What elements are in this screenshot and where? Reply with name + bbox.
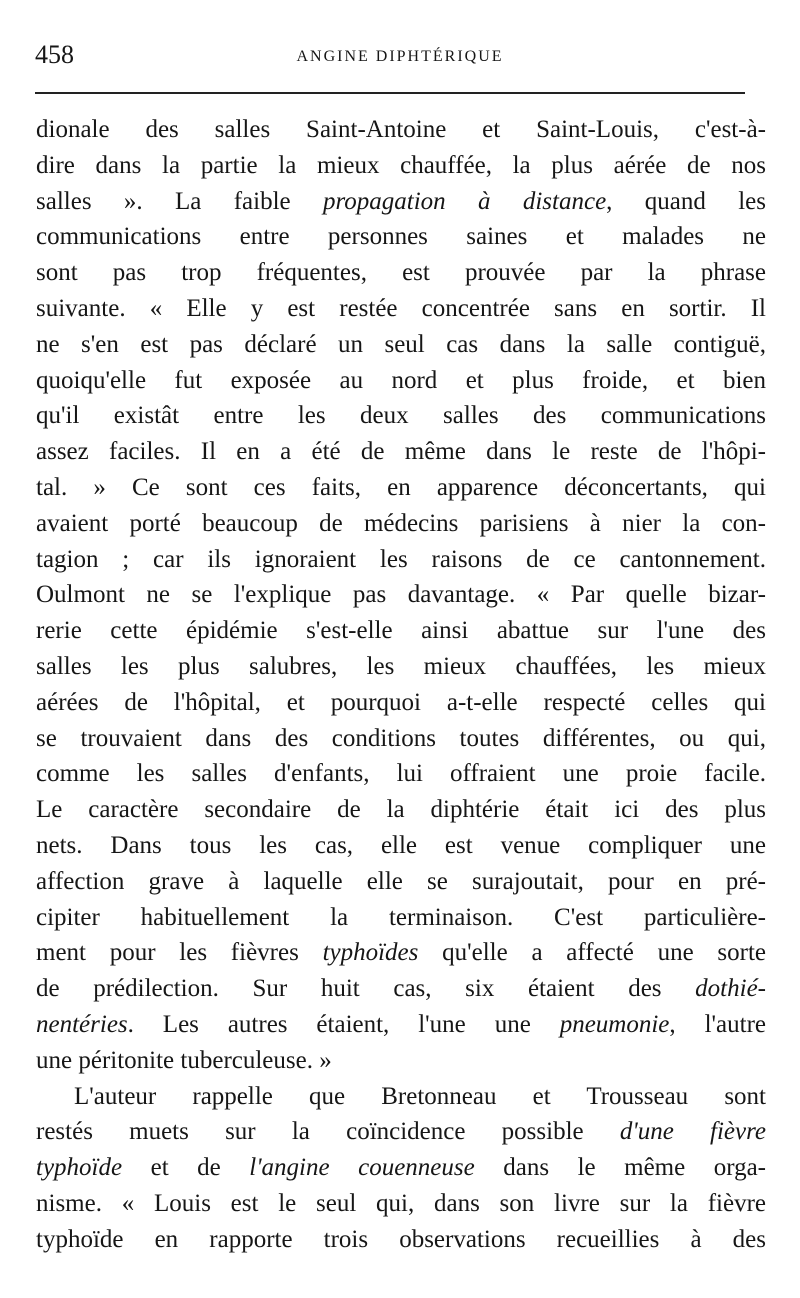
text-segment: restés muets sur la coïncidence possible [36,1118,620,1146]
text-line [36,148,766,184]
text-segment: une péritonite tuberculeuse. » [36,1046,332,1074]
italic-text: typhoïde [36,1154,123,1182]
text-segment: comme les salles d'enfants, lui offraient une proie facile. [36,760,766,788]
text-segment: et de [122,1154,250,1182]
text-line [36,828,766,864]
text-line [36,184,766,220]
text-segment: affection grave à laquelle elle se surajoutait, pour en pré- [36,867,766,895]
text-segment: L'auteur rappelle que Bretonneau et Trousseau sont [74,1082,766,1110]
text-line [36,1222,766,1258]
text-line [36,327,766,363]
text-line [36,792,766,828]
text-segment: Le caractère secondaire de la diphtérie était ici des plus [36,796,766,824]
text-segment: nisme. « Louis est le seul qui, dans son livre sur la fièvre [36,1189,766,1217]
text-line [36,935,766,971]
text-segment: sont pas trop fréquentes, est prouvée par la phrase [36,259,766,287]
italic-text: l'angine couenneuse [249,1154,475,1182]
text-segment: nets. Dans tous les cas, elle est venue compliquer une [36,831,766,859]
italic-text: typhoïdes [322,939,419,967]
text-segment: ment pour les fièvres [36,939,323,967]
text-line [36,864,766,900]
text-line [36,291,766,327]
text-segment: se trouvaient dans des conditions toutes différentes, ou qui, [36,724,766,752]
text-segment: , quand les [606,187,766,215]
body-text [36,112,766,1258]
text-segment: dionale des salles Saint-Antoine et Saint-Louis, c'est-à- [36,116,766,143]
text-segment: ne s'en est pas déclaré un seul cas dans la salle contiguë, [36,330,766,358]
text-segment: quoiqu'elle fut exposée au nord et plus froide, et bien [36,366,766,394]
header-rule [35,92,745,94]
text-line [36,506,766,542]
italic-text: d'une fièvre [619,1118,766,1146]
text-segment: de prédilection. Sur huit cas, six étaient des [36,975,696,1003]
text-segment: , l'autre [669,1010,766,1038]
italic-text: propagation à distance [322,187,607,215]
text-segment: tal. » Ce sont ces faits, en apparence déconcertants, qui [36,473,766,501]
text-line [36,756,766,792]
text-segment: dans le même orga- [474,1154,766,1182]
text-line [36,685,766,721]
text-line [36,1114,766,1150]
text-line [36,721,766,757]
text-segment: Oulmont ne se l'explique pas davantage. « Par quelle bizar- [36,581,766,609]
text-segment: . Les autres étaient, l'une une [127,1010,560,1038]
italic-text: pneumonie [559,1010,670,1038]
text-segment: salles les plus salubres, les mieux chauffées, les mieux [36,652,766,680]
text-segment: typhoïde en rapporte trois observations recueillies à des [36,1225,766,1253]
text-segment: dire dans la partie la mieux chauffée, la plus aérée de nos [36,151,766,179]
text-segment: qu'elle a affecté une sorte [418,939,766,967]
text-line [36,577,766,613]
text-line [36,900,766,936]
text-line [36,434,766,470]
text-line [36,112,766,148]
text-segment: avaient porté beaucoup de médecins parisiens à nier la con- [36,509,766,537]
text-line [36,1079,766,1115]
italic-text: nentéries [36,1010,128,1038]
text-segment: rerie cette épidémie s'est-elle ainsi abattue sur l'une des [36,617,766,645]
text-line [36,971,766,1007]
text-segment: cipiter habituellement la terminaison. C'est particulière- [36,903,766,931]
text-line [36,219,766,255]
text-line [36,649,766,685]
page-number: 458 [35,40,74,69]
text-segment: salles ». La faible [36,187,323,215]
text-line [36,613,766,649]
text-line [36,542,766,578]
text-segment: assez faciles. Il en a été de même dans le reste de l'hôpi- [36,438,766,466]
text-line [36,398,766,434]
text-line [36,363,766,399]
text-line [36,1007,766,1043]
italic-text: dothié- [695,975,766,1003]
text-segment: aérées de l'hôpital, et pourquoi a-t-elle respecté celles qui [36,688,766,716]
text-segment: communications entre personnes saines et malades ne [36,223,766,251]
text-line [36,470,766,506]
text-line [36,1043,766,1079]
text-segment: qu'il existât entre les deux salles des communications [36,402,766,430]
text-line [36,1186,766,1222]
page-header [35,40,765,74]
text-segment: suivante. « Elle y est restée concentrée sans en sortir. Il [36,294,766,322]
running-head: ANGINE DIPHTÉRIQUE [296,48,504,65]
text-line [36,255,766,291]
text-line [36,1150,766,1186]
text-segment: tagion ; car ils ignoraient les raisons de ce cantonnement. [36,545,766,573]
